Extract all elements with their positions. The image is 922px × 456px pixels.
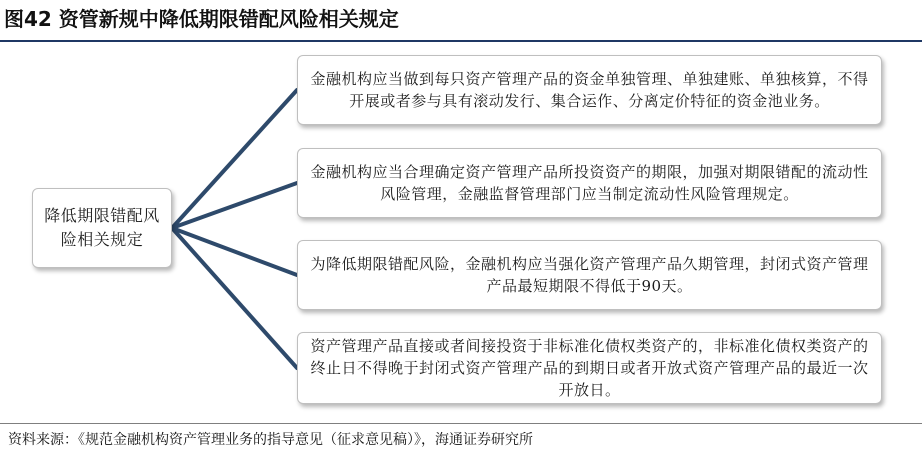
rule-text-1: 金融机构应当做到每只资产管理产品的资金单独管理、单独建账、单独核算，不得开展或者参与具有滚动发行、集合运作、分离定价特征的资金池业务。 [310, 70, 869, 110]
root-node-label: 降低期限错配风险相关规定 [44, 206, 160, 249]
connector-line-4 [172, 228, 297, 368]
source-note: 资料来源：《规范金融机构资产管理业务的指导意见（征求意见稿）》，海通证券研究所 [8, 432, 533, 448]
rule-box-4 [297, 332, 882, 404]
rule-text-2: 金融机构应当合理确定资产管理产品所投资资产的期限，加强对期限错配的流动性风险管理，金融监督管理部门应当制定流动性风险管理规定。 [310, 163, 869, 203]
root-node [32, 188, 172, 268]
rule-box-3 [297, 240, 882, 310]
source-divider [0, 423, 922, 424]
rule-text-3: 为降低期限错配风险，金融机构应当强化资产管理产品久期管理，封闭式资产管理产品最短期限不得低于90天。 [310, 255, 869, 295]
rule-text-4: 资产管理产品直接或者间接投资于非标准化债权类资产的，非标准化债权类资产的终止日不得晚于封闭式资产管理产品的到期日或者开放式资产管理产品的最近一次开放日。 [310, 337, 869, 399]
figure-title: 图42 资管新规中降低期限错配风险相关规定 [4, 7, 399, 31]
rule-box-2 [297, 148, 882, 218]
rule-box-1 [297, 55, 882, 125]
